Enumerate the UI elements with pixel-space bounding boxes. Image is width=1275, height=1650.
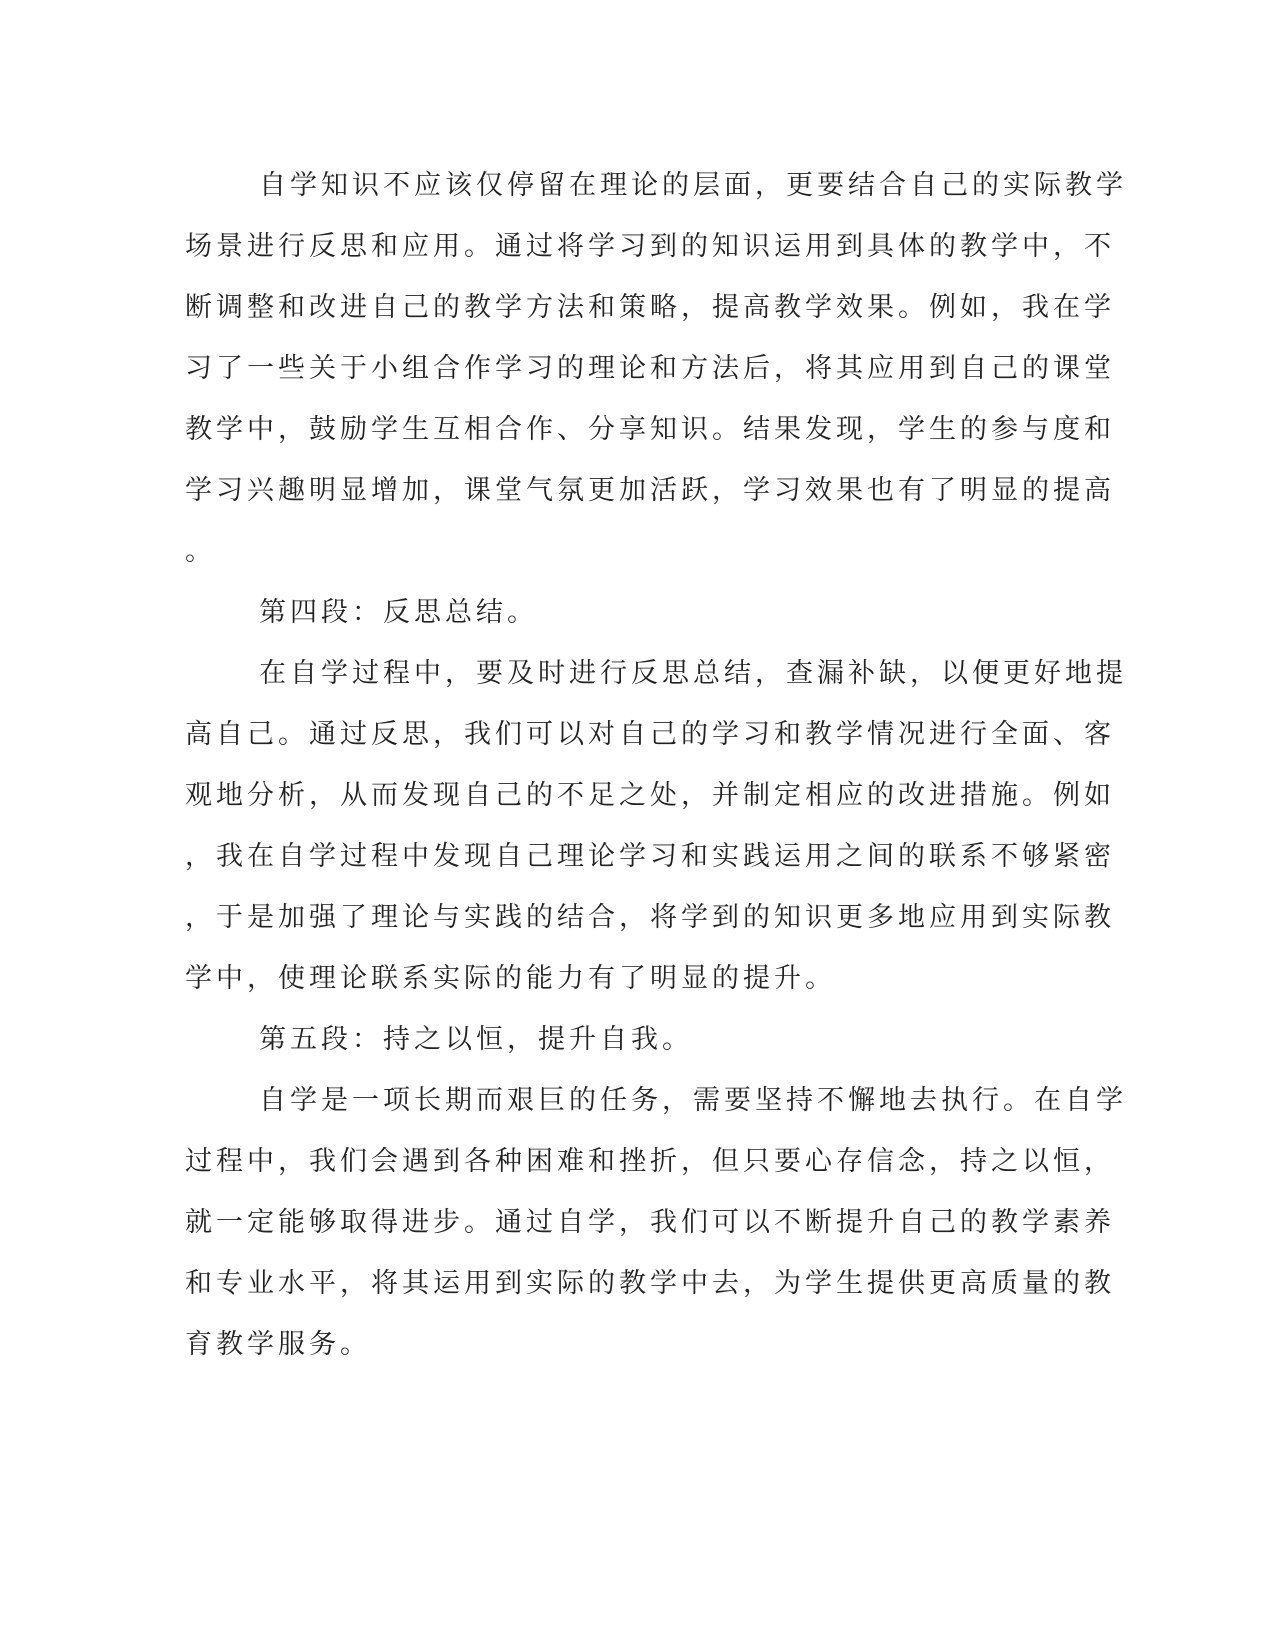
paragraph-line: ，我在自学过程中发现自己理论学习和实践运用之间的联系不够紧密: [185, 841, 1115, 872]
paragraph-line: 观地分析，从而发现自己的不足之处，并制定相应的改进措施。例如: [185, 780, 1115, 811]
paragraph-line: 断调整和改进自己的教学方法和策略，提高教学效果。例如，我在学: [185, 292, 1115, 323]
paragraph-line: 过程中，我们会遇到各种困难和挫折，但只要心存信念，持之以恒，: [185, 1146, 1115, 1177]
paragraph-line: 学中，使理论联系实际的能力有了明显的提升。: [185, 963, 836, 994]
paragraph-line: 育教学服务。: [185, 1329, 371, 1360]
paragraph-line: 在自学过程中，要及时进行反思总结，查漏补缺，以便更好地提: [259, 658, 1127, 689]
paragraph-line: 和专业水平，将其运用到实际的教学中去，为学生提供更高质量的教: [185, 1268, 1115, 1299]
paragraph-line: 自学知识不应该仅停留在理论的层面，更要结合自己的实际教学: [259, 170, 1127, 201]
paragraph-line: ，于是加强了理论与实践的结合，将学到的知识更多地应用到实际教: [185, 902, 1115, 933]
paragraph-line: 自学是一项长期而艰巨的任务，需要坚持不懈地去执行。在自学: [259, 1085, 1127, 1116]
paragraph-line: 就一定能够取得进步。通过自学，我们可以不断提升自己的教学素养: [185, 1207, 1115, 1238]
paragraph-line: 。: [185, 536, 216, 567]
paragraph-line: 习了一些关于小组合作学习的理论和方法后，将其应用到自己的课堂: [185, 353, 1115, 384]
section-heading: 第五段：持之以恒，提升自我。: [259, 1024, 693, 1055]
paragraph-line: 高自己。通过反思，我们可以对自己的学习和教学情况进行全面、客: [185, 719, 1115, 750]
paragraph-line: 场景进行反思和应用。通过将学习到的知识运用到具体的教学中，不: [185, 231, 1115, 262]
section-heading: 第四段：反思总结。: [259, 597, 538, 628]
paragraph-line: 学习兴趣明显增加，课堂气氛更加活跃，学习效果也有了明显的提高: [185, 475, 1115, 506]
paragraph-line: 教学中，鼓励学生互相合作、分享知识。结果发现，学生的参与度和: [185, 414, 1115, 445]
body-text: [185, 155, 1127, 1375]
